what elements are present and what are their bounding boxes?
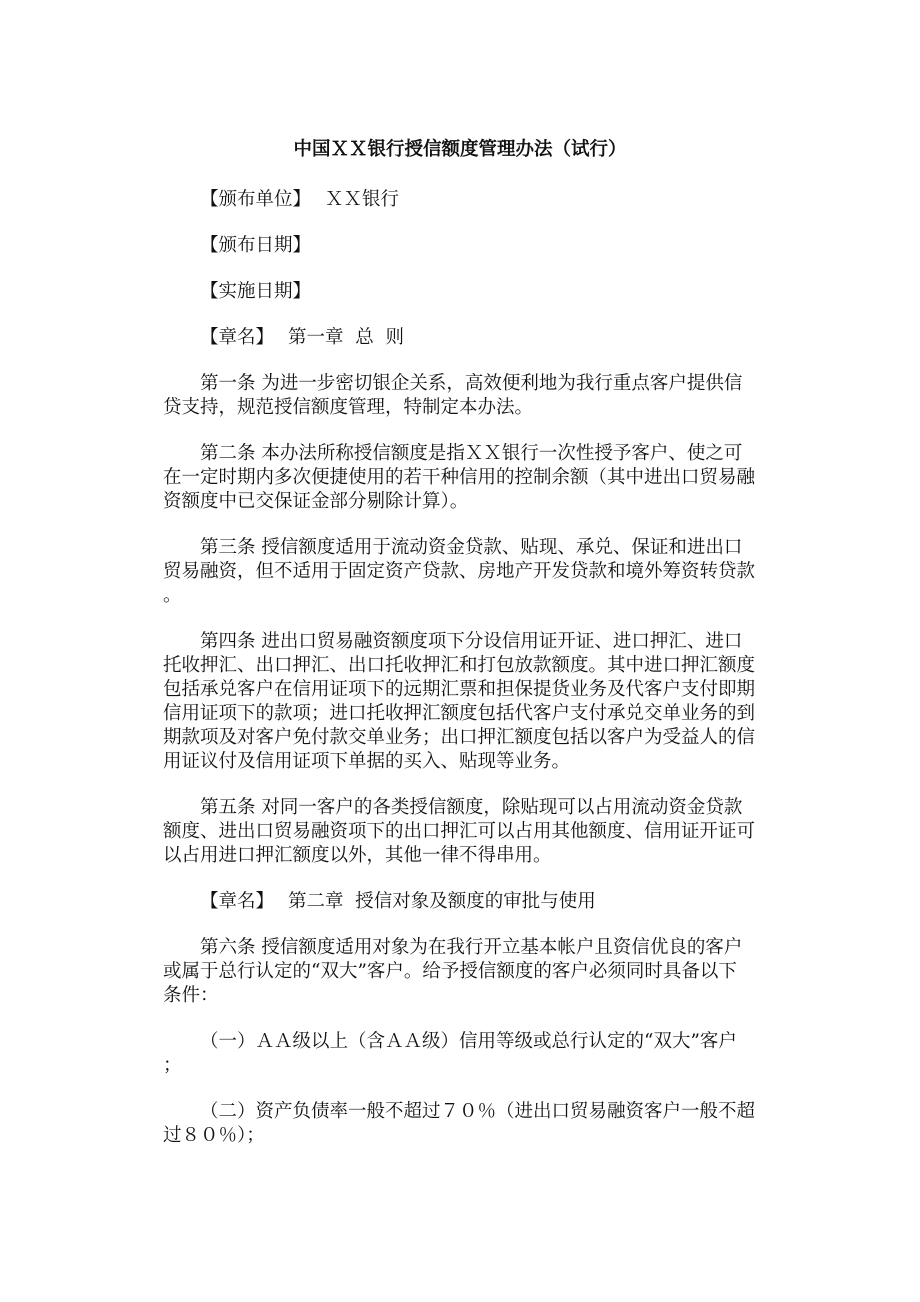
article-6	[163, 936, 773, 1008]
text-line: 第三条 授信额度适用于流动资金贷款、贴现、承兑、保证和进出口	[200, 537, 743, 558]
chapter-title: 第一章 总 则	[288, 327, 405, 348]
text-line: 用证议付及信用证项下单据的买入、贴现等业务。	[163, 751, 571, 772]
text-line: （一）ＡＡ级以上（含ＡＡ级）信用等级或总行认定的“双大”客户	[200, 1031, 737, 1052]
text-line: 以占用进口押汇额度以外，其他一律不得串用。	[163, 845, 552, 866]
issue-date-label: 【颁布日期】	[200, 235, 312, 256]
text-line: ；	[163, 1055, 182, 1076]
text-line: 贸易融资，但不适用于固定资产贷款、房地产开发贷款和境外筹资转贷款	[163, 561, 756, 582]
chapter-label: 【章名】	[200, 891, 275, 912]
condition-1	[163, 1030, 773, 1078]
chapter-label: 【章名】	[200, 327, 275, 348]
text-line: 第五条 对同一客户的各类授信额度，除贴现可以占用流动资金贷款	[200, 797, 743, 818]
article-1	[163, 372, 773, 420]
meta-issue-date	[163, 234, 773, 258]
text-line: 第六条 授信额度适用对象为在我行开立基本帐户且资信优良的客户	[200, 937, 743, 958]
text-line: 托收押汇、出口押汇、出口托收押汇和打包放款额度。其中进口押汇额度	[163, 655, 756, 676]
text-line: （二）资产负债率一般不超过７０％（进出口贸易融资客户一般不超	[200, 1101, 756, 1122]
text-line: 额度、进出口贸易融资项下的出口押汇可以占用其他额度、信用证开证可	[163, 821, 756, 842]
text-line: 第二条 本办法所称授信额度是指ＸＸ银行一次性授予客户、使之可	[200, 443, 743, 464]
text-line: 资额度中已交保证金部分剔除计算）。	[163, 491, 469, 512]
document-body	[163, 188, 773, 1170]
article-3	[163, 536, 773, 608]
chapter-1-heading	[163, 326, 773, 350]
condition-2	[163, 1100, 773, 1148]
article-5	[163, 796, 773, 868]
text-line: 贷支持，规范授信额度管理，特制定本办法。	[163, 397, 534, 418]
article-2	[163, 442, 773, 514]
meta-issuer	[163, 188, 773, 212]
text-line: 或属于总行认定的“双大”客户。给予授信额度的客户必须同时具备以下	[163, 961, 737, 982]
effective-date-label: 【实施日期】	[200, 281, 312, 302]
text-line: 条件：	[163, 985, 219, 1006]
text-line: 在一定时期内多次便捷使用的若干种信用的控制余额（其中进出口贸易融	[163, 467, 756, 488]
text-line: 第一条 为进一步密切银企关系，高效便利地为我行重点客户提供信	[200, 373, 743, 394]
chapter-2-heading	[163, 890, 773, 914]
meta-effective-date	[163, 280, 773, 304]
article-4	[163, 630, 773, 774]
text-line: 包括承兑客户在信用证项下的远期汇票和担保提货业务及代客户支付即期	[163, 679, 756, 700]
text-line: 过８０％）；	[163, 1125, 265, 1146]
document-title: 中国ＸＸ银行授信额度管理办法（试行）	[293, 139, 627, 160]
text-line: 。	[163, 585, 182, 606]
issuer-value: ＸＸ银行	[325, 189, 400, 210]
issuer-label: 【颁布单位】	[200, 189, 312, 210]
chapter-title: 第二章 授信对象及额度的审批与使用	[288, 891, 596, 912]
text-line: 信用证项下的款项；进口托收押汇额度包括代客户支付承兑交单业务的到	[163, 703, 756, 724]
text-line: 第四条 进出口贸易融资额度项下分设信用证开证、进口押汇、进口	[200, 631, 743, 652]
text-line: 期款项及对客户免付款交单业务；出口押汇额度包括以客户为受益人的信	[163, 727, 756, 748]
